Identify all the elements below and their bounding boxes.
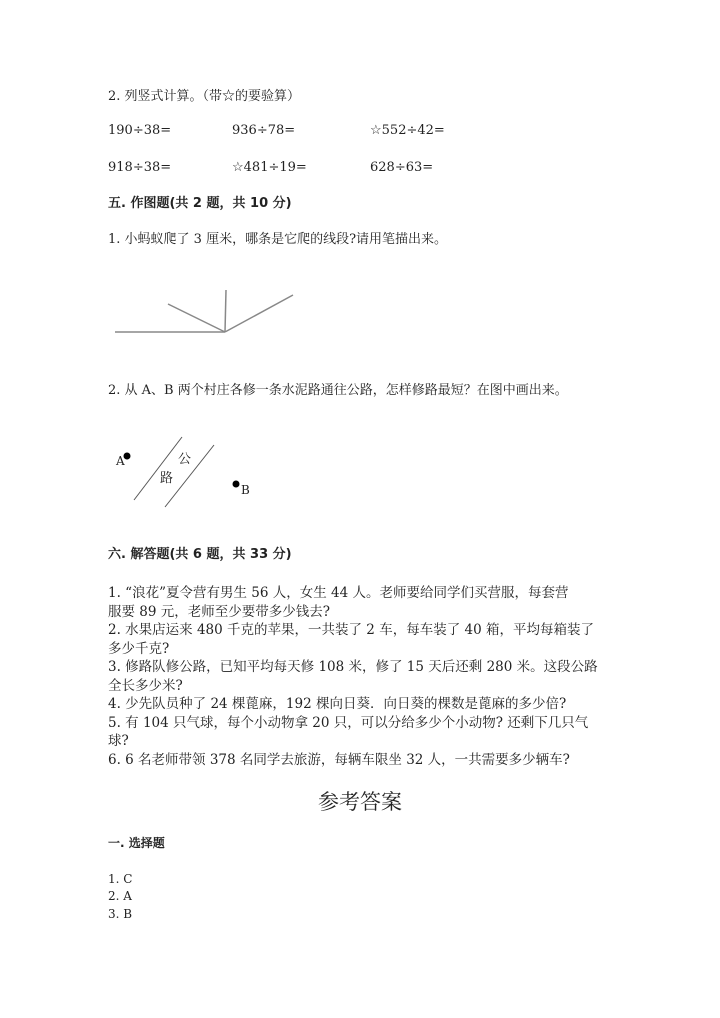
answers-section-heading: 一. 选择题 (108, 836, 165, 850)
problem-line: 球? (108, 733, 129, 749)
road-figure (124, 437, 240, 507)
problem-item (108, 621, 598, 658)
calc-item: 936÷78= (232, 123, 296, 138)
problem-line: 多少千克? (108, 640, 170, 657)
problem-line: 3. 修路队修公路，已知平均每天修 108 米，修了 15 天后还剩 280 米。这段公路 (108, 659, 598, 675)
calc-item: 918÷38= (108, 160, 172, 175)
section-heading: 五. 作图题(共 2 题，共 10 分) (108, 196, 292, 211)
label-a: A (116, 454, 125, 468)
problem-line: 1. “浪花”夏令营有男生 56 人，女生 44 人。老师要给同学们买营服，每套营 (108, 585, 569, 601)
road-label: 公 (178, 452, 192, 467)
problem-item (108, 695, 598, 714)
answer-item: 1. C (108, 872, 133, 886)
calc-item: ☆481÷19= (232, 160, 307, 175)
problem-list (108, 584, 598, 769)
label-b: B (241, 483, 250, 497)
village-b-dot (233, 481, 240, 488)
problem-item (108, 658, 598, 695)
calc-item: ☆552÷42= (370, 123, 445, 138)
calc-item: 190÷38= (108, 123, 172, 138)
problem-line: 4. 少先队员种了 24 棵蓖麻，192 棵向日葵．向日葵的棵数是蓖麻的多少倍? (108, 696, 567, 712)
answers-title: 参考答案 (318, 790, 402, 814)
question-title: 2. 列竖式计算。（带☆的要验算） (108, 89, 301, 104)
problem-line: 2. 水果店运来 480 千克的苹果，一共装了 2 车，每车装了 40 箱，平均每箱装了 (108, 622, 594, 638)
problem-item (108, 714, 598, 751)
answer-item: 3. B (108, 907, 133, 921)
problem-line: 6. 6 名老师带领 378 名同学去旅游，每辆车限坐 32 人，一共需要多少辆车? (108, 751, 570, 768)
problem-line: 服要 89 元，老师至少要带多少钱去? (108, 603, 330, 620)
problem-line: 5. 有 104 只气球，每个小动物拿 20 只，可以分给多少个小动物? 还剩下几只气 (108, 714, 589, 731)
problem-item (108, 584, 598, 621)
answer-item: 2. A (108, 889, 132, 903)
calc-item: 628÷63= (370, 160, 434, 175)
road-label: 路 (160, 471, 174, 486)
question-text: 1. 小蚂蚁爬了 3 厘米，哪条是它爬的线段?请用笔描出来。 (108, 232, 448, 247)
question-text: 2. 从 A、B 两个村庄各修一条水泥路通往公路，怎样修路最短？在图中画出来。 (108, 383, 568, 398)
line-segments-figure (115, 290, 293, 332)
problem-item (108, 751, 598, 770)
problem-line: 全长多少米? (108, 677, 183, 694)
section-heading: 六. 解答题(共 6 题，共 33 分) (108, 547, 292, 562)
